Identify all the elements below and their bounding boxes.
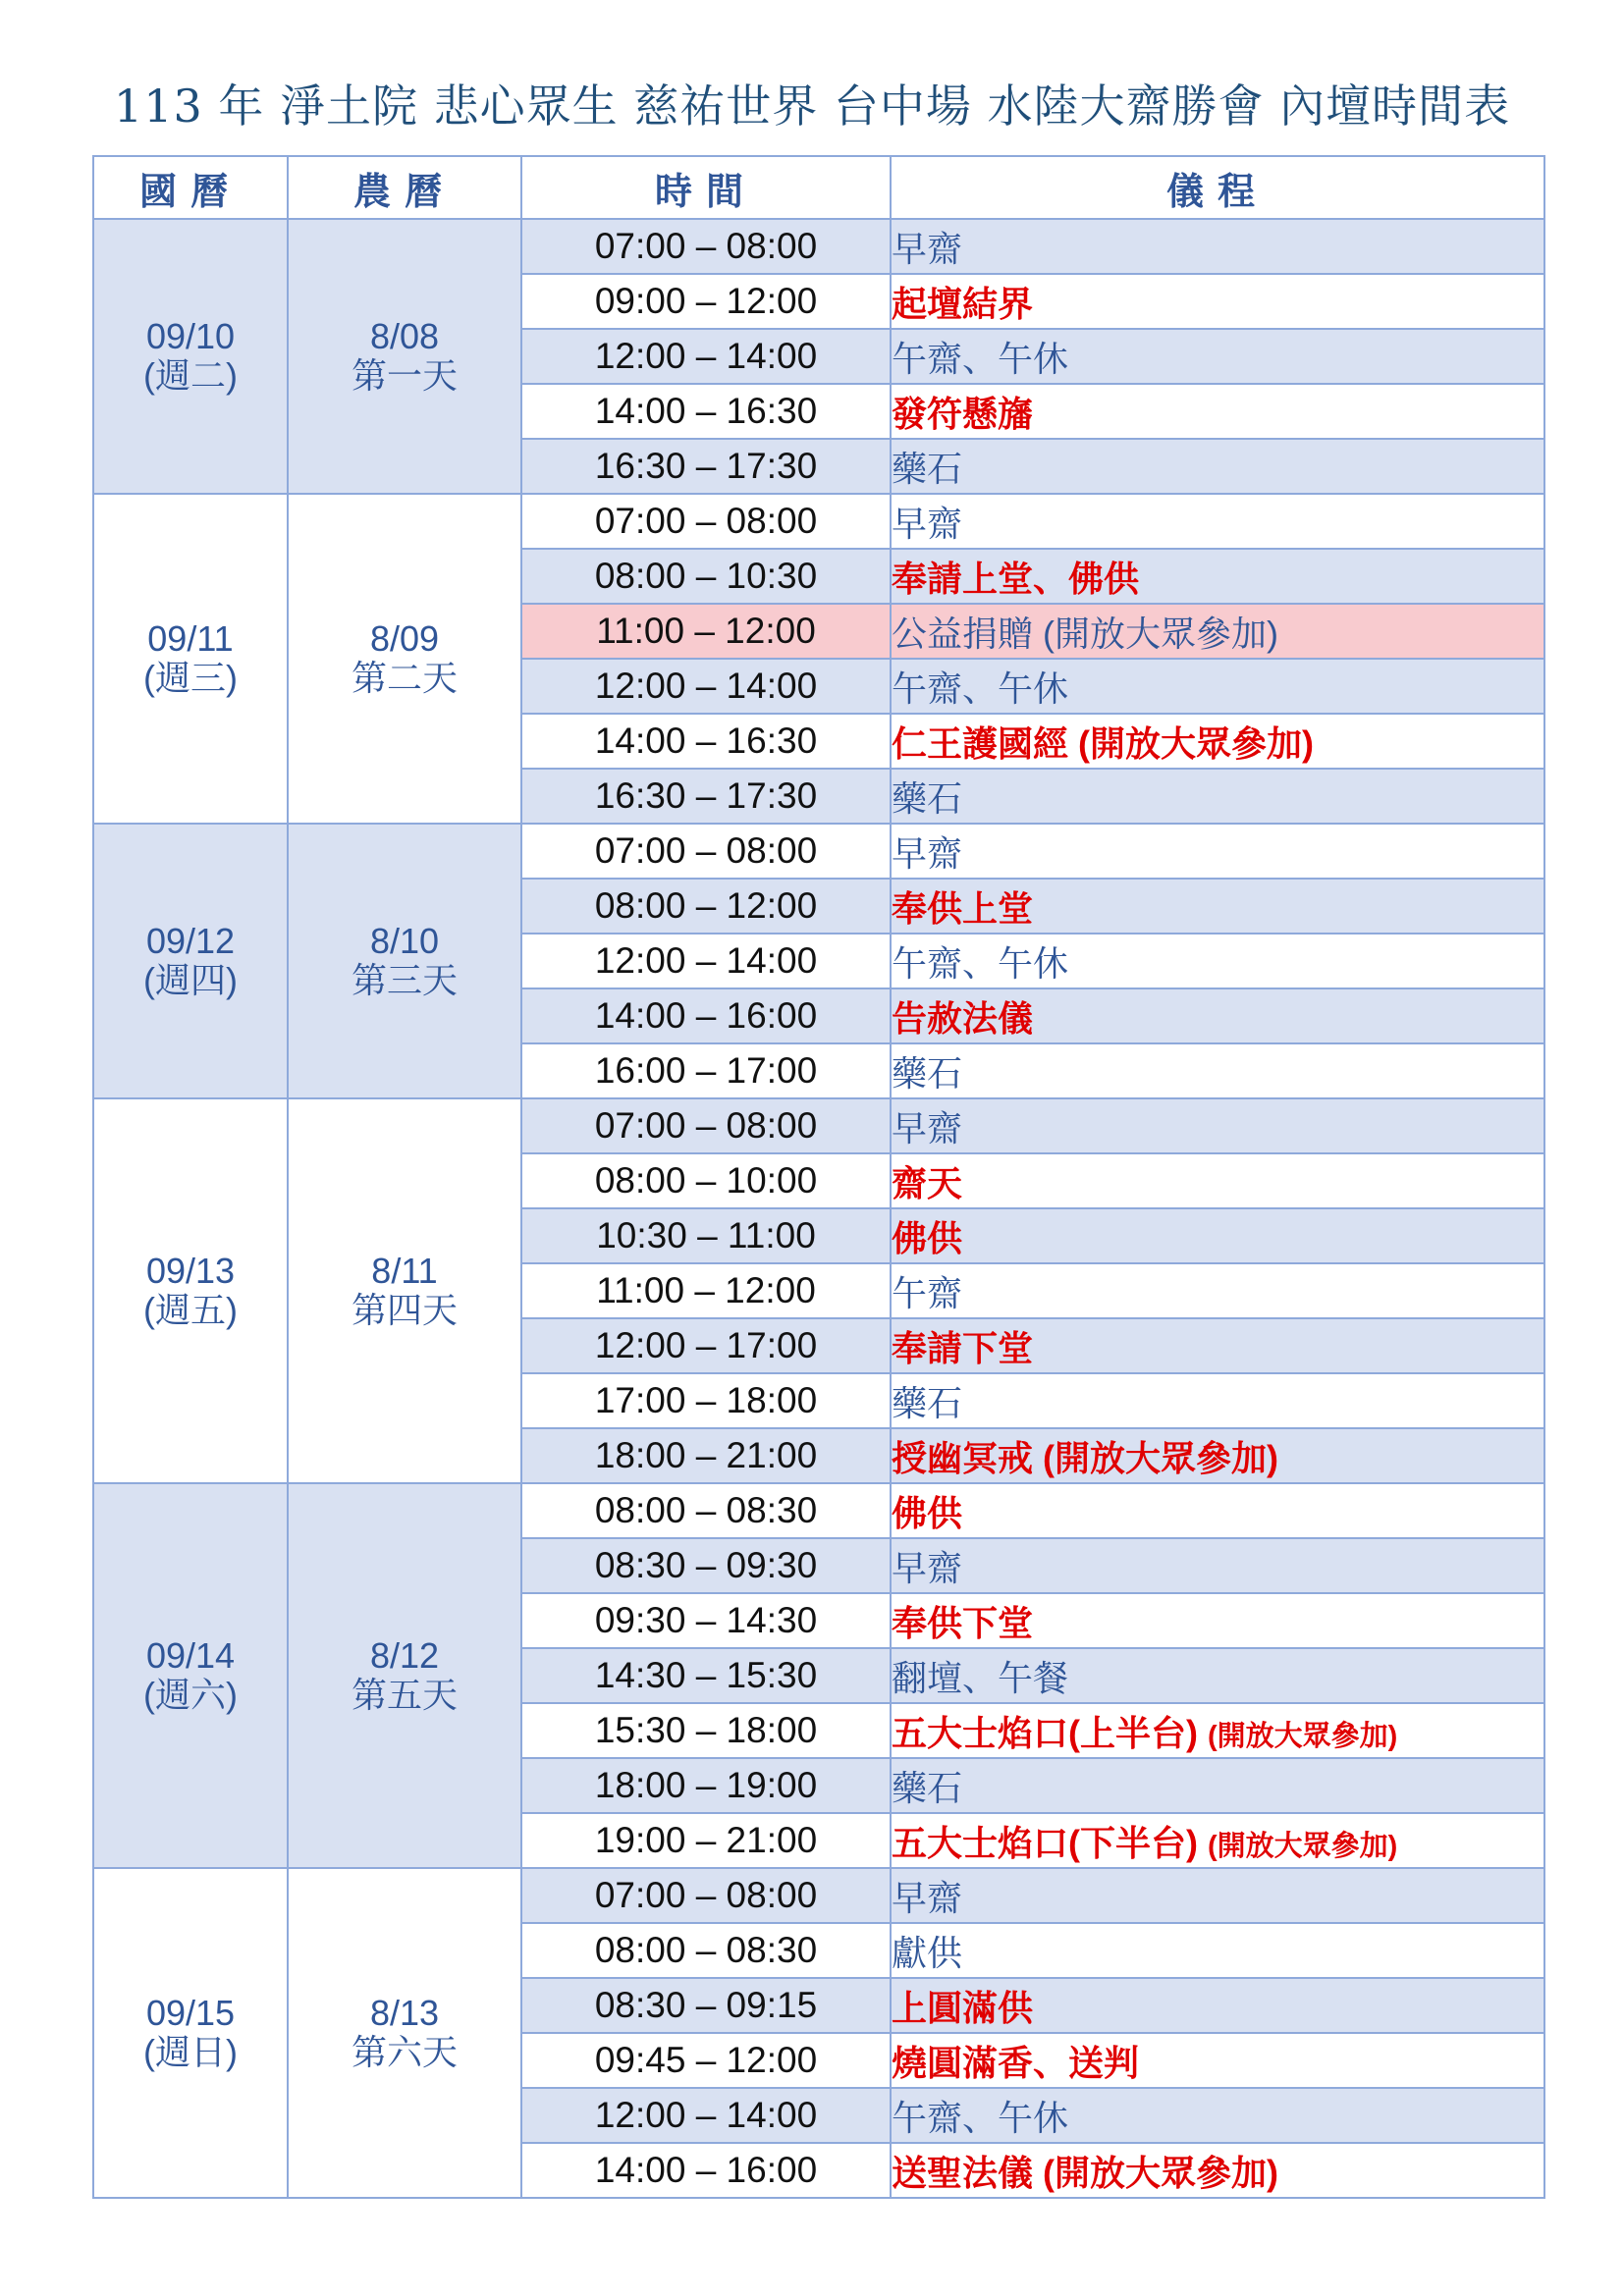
ceremony-name: 藥石 — [892, 1052, 963, 1094]
session-ceremony — [891, 1593, 1544, 1648]
session-time: 17:00 – 18:00 — [521, 1373, 891, 1428]
session-time: 08:30 – 09:15 — [521, 1978, 891, 2033]
lunar-date: 8/10 — [369, 921, 440, 961]
ceremony-name: 佛供 — [892, 1217, 963, 1258]
header-lunar-date: 農曆 — [288, 156, 521, 219]
ceremony-name: 佛供 — [892, 1492, 963, 1533]
lunar-date-cell — [288, 494, 521, 824]
solar-date-cell — [93, 1483, 288, 1868]
lunar-date-cell — [288, 1098, 521, 1483]
solar-date-cell — [93, 824, 288, 1098]
session-time: 14:00 – 16:30 — [521, 384, 891, 439]
session-ceremony — [891, 1483, 1544, 1538]
ceremony-name: 早齋 — [892, 1547, 963, 1588]
ceremony-name: 藥石 — [892, 1767, 963, 1808]
ceremony-name: 午齋、午休 — [892, 338, 1069, 379]
lunar-date: 8/13 — [369, 1993, 440, 2033]
ceremony-name: 奉供上堂 — [892, 887, 1034, 929]
session-ceremony — [891, 2143, 1544, 2198]
ceremony-name: 翻壇、午餐 — [892, 1657, 1069, 1698]
day-label: 第六天 — [351, 2032, 458, 2072]
session-ceremony — [891, 1208, 1544, 1263]
ceremony-name: 奉請上堂、佛供 — [892, 558, 1140, 599]
ceremony-name: 早齋 — [892, 1107, 963, 1148]
session-ceremony — [891, 988, 1544, 1043]
session-ceremony — [891, 494, 1544, 549]
ceremony-name: 奉供下堂 — [892, 1602, 1034, 1643]
solar-date-cell — [93, 219, 288, 494]
session-ceremony — [891, 274, 1544, 329]
ceremony-name: 送聖法儀 (開放大眾參加) — [892, 2152, 1278, 2193]
day-label: 第二天 — [351, 658, 458, 698]
session-ceremony — [891, 2088, 1544, 2143]
solar-date-cell — [93, 1098, 288, 1483]
session-time: 18:00 – 19:00 — [521, 1758, 891, 1813]
ceremony-name: 早齋 — [892, 228, 963, 269]
day-label: 第三天 — [351, 960, 458, 1000]
table-row — [93, 219, 1544, 274]
session-time: 07:00 – 08:00 — [521, 1098, 891, 1153]
session-time: 08:00 – 10:30 — [521, 549, 891, 604]
session-time: 16:30 – 17:30 — [521, 439, 891, 494]
session-time: 12:00 – 14:00 — [521, 329, 891, 384]
solar-date: 09/10 — [145, 316, 236, 356]
session-time: 08:00 – 08:30 — [521, 1923, 891, 1978]
table-row — [93, 494, 1544, 549]
ceremony-name: 午齋、午休 — [892, 667, 1069, 709]
session-ceremony — [891, 1813, 1544, 1868]
schedule-table — [92, 155, 1545, 2199]
ceremony-name: 獻供 — [892, 1932, 963, 1973]
solar-date: 09/13 — [145, 1251, 236, 1291]
day-label: 第一天 — [351, 355, 458, 396]
session-ceremony — [891, 384, 1544, 439]
ceremony-name: 藥石 — [892, 1382, 963, 1423]
ceremony-name: 藥石 — [892, 777, 963, 819]
solar-date: 09/15 — [145, 1993, 236, 2033]
session-ceremony — [891, 1703, 1544, 1758]
session-ceremony — [891, 1043, 1544, 1098]
session-time: 18:00 – 21:00 — [521, 1428, 891, 1483]
day-label: 第四天 — [351, 1290, 458, 1330]
session-time: 16:30 – 17:30 — [521, 769, 891, 824]
session-ceremony — [891, 604, 1544, 659]
session-ceremony — [891, 934, 1544, 988]
session-time: 14:00 – 16:00 — [521, 2143, 891, 2198]
session-time: 08:00 – 12:00 — [521, 879, 891, 934]
solar-date: 09/11 — [147, 618, 234, 659]
session-time: 12:00 – 14:00 — [521, 934, 891, 988]
session-time: 07:00 – 08:00 — [521, 824, 891, 879]
lunar-date: 8/09 — [369, 618, 440, 659]
ceremony-name: 早齋 — [892, 1877, 963, 1918]
ceremony-name: 起壇結界 — [892, 283, 1034, 324]
session-ceremony — [891, 549, 1544, 604]
session-time: 09:45 – 12:00 — [521, 2033, 891, 2088]
session-time: 08:30 – 09:30 — [521, 1538, 891, 1593]
session-ceremony — [891, 824, 1544, 879]
weekday: (週二) — [143, 355, 238, 396]
session-time: 09:00 – 12:00 — [521, 274, 891, 329]
weekday: (週日) — [143, 2032, 238, 2072]
lunar-date: 8/12 — [369, 1635, 440, 1676]
session-time: 12:00 – 14:00 — [521, 2088, 891, 2143]
lunar-date: 8/08 — [369, 316, 440, 356]
session-time: 14:00 – 16:00 — [521, 988, 891, 1043]
session-ceremony — [891, 1263, 1544, 1318]
public-participation-note: (開放大眾參加) — [1208, 1720, 1398, 1752]
session-ceremony — [891, 329, 1544, 384]
weekday: (週三) — [143, 658, 238, 698]
ceremony-name: 午齋、午休 — [892, 942, 1069, 984]
session-ceremony — [891, 714, 1544, 769]
session-time: 07:00 – 08:00 — [521, 1868, 891, 1923]
header-ceremony: 儀程 — [891, 156, 1544, 219]
session-time: 10:30 – 11:00 — [521, 1208, 891, 1263]
table-row — [93, 1868, 1544, 1923]
session-time: 07:00 – 08:00 — [521, 219, 891, 274]
session-ceremony — [891, 659, 1544, 714]
session-ceremony — [891, 1318, 1544, 1373]
session-ceremony — [891, 1978, 1544, 2033]
session-ceremony — [891, 1868, 1544, 1923]
ceremony-name: 藥石 — [892, 448, 963, 489]
ceremony-name: 午齋、午休 — [892, 2097, 1069, 2138]
table-row — [93, 824, 1544, 879]
lunar-date-cell — [288, 219, 521, 494]
session-ceremony — [891, 769, 1544, 824]
session-time: 12:00 – 17:00 — [521, 1318, 891, 1373]
session-ceremony — [891, 1373, 1544, 1428]
ceremony-name: 五大士焰口(下半台) — [892, 1822, 1198, 1863]
session-ceremony — [891, 1153, 1544, 1208]
session-ceremony — [891, 1428, 1544, 1483]
solar-date-cell — [93, 494, 288, 824]
lunar-date-cell — [288, 824, 521, 1098]
lunar-date-cell — [288, 1483, 521, 1868]
solar-date: 09/12 — [145, 921, 236, 961]
ceremony-name: 早齋 — [892, 503, 963, 544]
table-row — [93, 1483, 1544, 1538]
session-time: 14:00 – 16:30 — [521, 714, 891, 769]
session-ceremony — [891, 1538, 1544, 1593]
session-ceremony — [891, 1758, 1544, 1813]
day-label: 第五天 — [351, 1675, 458, 1715]
session-ceremony — [891, 1098, 1544, 1153]
ceremony-name: 齋天 — [892, 1162, 963, 1203]
table-row — [93, 1098, 1544, 1153]
ceremony-name: 燒圓滿香、送判 — [892, 2042, 1140, 2083]
header-solar-date: 國曆 — [93, 156, 288, 219]
session-time: 15:30 – 18:00 — [521, 1703, 891, 1758]
session-time: 19:00 – 21:00 — [521, 1813, 891, 1868]
session-time: 08:00 – 10:00 — [521, 1153, 891, 1208]
session-time: 14:30 – 15:30 — [521, 1648, 891, 1703]
ceremony-name: 發符懸旛 — [892, 393, 1034, 434]
session-time: 12:00 – 14:00 — [521, 659, 891, 714]
ceremony-name: 午齋 — [892, 1272, 963, 1313]
public-participation-note: (開放大眾參加) — [1208, 1830, 1398, 1862]
ceremony-name: 五大士焰口(上半台) — [892, 1712, 1198, 1753]
ceremony-name: 告赦法儀 — [892, 997, 1034, 1039]
session-ceremony — [891, 2033, 1544, 2088]
session-time: 16:00 – 17:00 — [521, 1043, 891, 1098]
solar-date-cell — [93, 1868, 288, 2198]
ceremony-name: 公益捐贈 (開放大眾參加) — [892, 613, 1278, 654]
header-time: 時間 — [521, 156, 891, 219]
session-time: 09:30 – 14:30 — [521, 1593, 891, 1648]
session-ceremony — [891, 219, 1544, 274]
weekday: (週五) — [143, 1290, 238, 1330]
session-time: 08:00 – 08:30 — [521, 1483, 891, 1538]
session-ceremony — [891, 439, 1544, 494]
solar-date: 09/14 — [145, 1635, 236, 1676]
session-time: 11:00 – 12:00 — [521, 1263, 891, 1318]
ceremony-name: 仁王護國經 (開放大眾參加) — [892, 722, 1314, 764]
header-row — [93, 156, 1544, 219]
page-title: 113 年 淨土院 悲心眾生 慈祐世界 台中場 水陸大齋勝會 內壇時間表 — [113, 80, 1511, 133]
ceremony-name: 上圓滿供 — [892, 1987, 1034, 2028]
ceremony-name: 授幽冥戒 (開放大眾參加) — [892, 1437, 1278, 1478]
session-time: 07:00 – 08:00 — [521, 494, 891, 549]
session-ceremony — [891, 879, 1544, 934]
lunar-date-cell — [288, 1868, 521, 2198]
session-ceremony — [891, 1923, 1544, 1978]
session-ceremony — [891, 1648, 1544, 1703]
session-time: 11:00 – 12:00 — [521, 604, 891, 659]
ceremony-name: 早齋 — [892, 832, 963, 874]
lunar-date: 8/11 — [371, 1251, 438, 1291]
ceremony-name: 奉請下堂 — [892, 1327, 1034, 1368]
weekday: (週六) — [143, 1675, 238, 1715]
weekday: (週四) — [143, 960, 238, 1000]
